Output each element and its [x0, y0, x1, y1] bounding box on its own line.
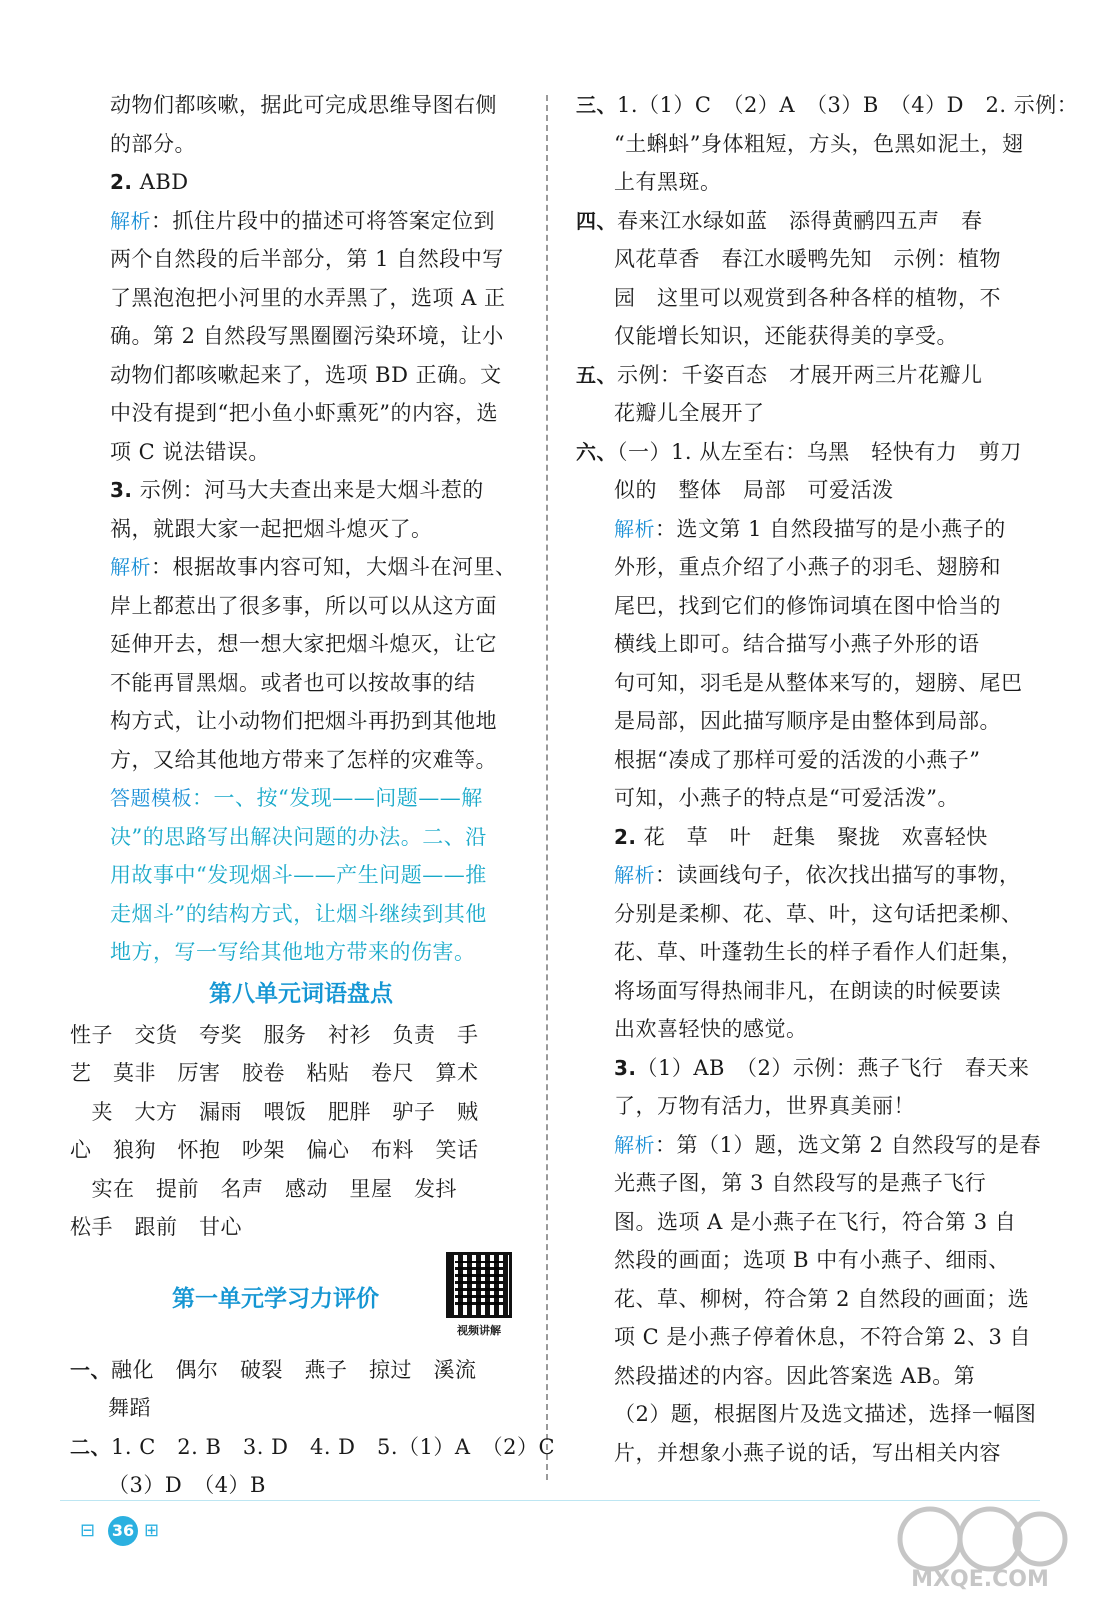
- line-text: ABD: [132, 170, 189, 194]
- line-text: 岸上都惹出了很多事，所以可以从这方面: [110, 593, 497, 618]
- text-line: [70, 125, 532, 164]
- line-text: 似的 整体 局部 可爱活泼: [614, 478, 894, 502]
- line-text: 艺 莫非 厉害 胶卷 粘贴 卷尺 算术: [70, 1061, 479, 1085]
- text-line: [576, 240, 1032, 279]
- text-line: [576, 933, 1032, 972]
- line-text: 构方式，让小动物们把烟斗再扔到其他地: [110, 709, 497, 733]
- text-line: [576, 972, 1032, 1011]
- text-line: [576, 779, 1032, 818]
- line-text: 不能再冒黑烟。或者也可以按故事的结: [110, 670, 476, 695]
- line-text: 了黑泡泡把小河里的水弄黑了，选项 A 正: [110, 285, 506, 310]
- text-line: [70, 356, 532, 395]
- question-number: 五、: [576, 362, 617, 387]
- line-text: 1. C 2. B 3. D 4. D 5.（1）A （2）C: [111, 1434, 556, 1459]
- line-text: 春来江水绿如蓝 添得黄鹂四五声 春: [617, 208, 983, 233]
- line-text: 花 草 叶 赶集 聚拢 欢喜轻快: [636, 824, 988, 849]
- line-text: 光燕子图，第 3 自然段写的是燕子飞行: [614, 1171, 987, 1195]
- question-number: 3.: [614, 1055, 637, 1080]
- line-text: ：第（1）题，选文第 2 自然段写的是春: [655, 1132, 1042, 1157]
- text-line: [576, 1434, 1032, 1473]
- line-text: 决”的思路写出解决问题的办法。二、沿: [110, 824, 487, 849]
- text-line: [70, 741, 532, 780]
- line-text: ：根据故事内容可知，大烟斗在河里、: [151, 555, 517, 579]
- line-text: 走烟斗”的结构方式，让烟斗继续到其他: [110, 901, 487, 926]
- line-text: 性子 交货 夸奖 服务 衬衫 负责 手: [70, 1022, 479, 1047]
- qr-code-icon[interactable]: [446, 1252, 512, 1318]
- line-text: ：抓住片段中的描述可将答案定位到: [151, 208, 495, 233]
- page-number: 36: [108, 1516, 138, 1546]
- question-number: 2.: [614, 824, 637, 849]
- question-number: 三、: [576, 93, 617, 117]
- line-text: 分别是柔柳、花、草、叶，这句话把柔柳、: [614, 901, 1023, 926]
- line-text: 示例：千姿百态 才展开两三片花瓣儿: [617, 362, 983, 387]
- line-text: 园 这里可以观赏到各种各样的植物，不: [614, 285, 1001, 310]
- line-text: （一）1. 从左至右：乌黑 轻快有力 剪刀: [617, 439, 1022, 464]
- line-text: 两个自然段的后半部分，第 1 自然段中写: [110, 247, 504, 271]
- line-text: 项 C 说法错误。: [110, 439, 270, 464]
- right-column: [576, 86, 1079, 1472]
- text-line: [576, 86, 1079, 125]
- line-text: 心 狼狗 怀抱 吵架 偏心 布料 笑话: [70, 1138, 479, 1162]
- text-line: [70, 1093, 532, 1132]
- text-line: [576, 202, 1032, 241]
- question-number: 二、: [70, 1434, 111, 1459]
- line-text: 夹 大方 漏雨 喂饭 肥胖 驴子 贼: [70, 1099, 479, 1124]
- text-line: [70, 317, 532, 356]
- text-line: [70, 1389, 532, 1428]
- line-text: 然段描述的内容。因此答案选 AB。第: [614, 1363, 976, 1388]
- line-text: 了，万物有活力，世界真美丽！: [614, 1094, 915, 1118]
- line-text: 上有黑斑。: [614, 170, 722, 194]
- text-line: [576, 1203, 1032, 1242]
- line-text: （2）题，根据图片及选文描述，选择一幅图: [614, 1402, 1037, 1426]
- text-line: [70, 664, 532, 703]
- text-line: [576, 856, 1032, 895]
- text-line: [576, 433, 1032, 472]
- line-text: 祸，就跟大家一起把烟斗熄灭了。: [110, 516, 433, 541]
- text-line: [70, 1428, 556, 1467]
- line-text: 用故事中“发现烟斗——产生问题——推: [110, 863, 487, 887]
- question-number: 四、: [576, 208, 617, 233]
- text-line: [576, 510, 1032, 549]
- qr-caption: 视频讲解: [457, 1324, 501, 1337]
- line-text: 实在 提前 名声 感动 里屋 发抖: [70, 1176, 457, 1201]
- text-line: [576, 895, 1032, 934]
- text-line: [70, 587, 532, 626]
- line-text: 将场面写得热闹非凡，在朗读的时候要读: [614, 978, 1001, 1003]
- text-line: [576, 1010, 1032, 1049]
- line-text: 动物们都咳嗽起来了，选项 BD 正确。文: [110, 362, 502, 387]
- line-text: ：读画线句子，依次找出描写的事物，: [655, 863, 1021, 887]
- text-line: [70, 818, 532, 857]
- line-text: （3）D （4）B: [108, 1473, 266, 1497]
- line-text: 中没有提到“把小鱼小虾熏死”的内容，选: [110, 401, 498, 425]
- line-text: 然段的画面；选项 B 中有小燕子、细雨、: [614, 1248, 1010, 1272]
- text-line: [70, 702, 532, 741]
- text-line: [576, 1049, 1032, 1088]
- line-text: 舞蹈: [108, 1396, 151, 1420]
- line-text: 图。选项 A 是小燕子在飞行，符合第 3 自: [614, 1209, 1017, 1234]
- text-line: [70, 240, 532, 279]
- line-text: 延伸开去，想一想大家把烟斗熄灭，让它: [110, 632, 497, 656]
- text-line: [70, 86, 532, 125]
- line-text: （1）AB （2）示例：燕子飞行 春天来: [636, 1055, 1030, 1080]
- watermark-logo: [890, 1494, 1070, 1594]
- text-line: [576, 1318, 1032, 1357]
- text-line: [70, 1054, 532, 1093]
- line-text: 花瓣儿全展开了: [614, 401, 765, 425]
- text-line: [576, 1280, 1032, 1319]
- line-text: 项 C 是小燕子停着休息，不符合第 2、3 自: [614, 1325, 1031, 1349]
- text-line: [576, 625, 1032, 664]
- line-text: 1.（1）C （2）A （3）B （4）D 2. 示例：: [617, 93, 1079, 117]
- line-text: 地方，写一写给其他地方带来的伤害。: [110, 940, 476, 964]
- text-line: [70, 548, 532, 587]
- line-text: 方，又给其他地方带来了怎样的灾难等。: [110, 747, 497, 772]
- text-line: [576, 1126, 1042, 1165]
- text-line: [70, 202, 532, 241]
- text-line: [576, 1241, 1032, 1280]
- text-line: [70, 1170, 532, 1209]
- text-line: [70, 895, 532, 934]
- line-text: 花、草、柳树，符合第 2 自然段的画面；选: [614, 1286, 1030, 1311]
- text-line: [576, 818, 1032, 857]
- analysis-tag: 答题模板: [110, 786, 192, 810]
- line-text: 示例：河马大夫查出来是大烟斗惹的: [132, 478, 484, 502]
- line-text: ：选文第 1 自然段描写的是小燕子的: [655, 516, 1006, 541]
- text-line: [576, 548, 1032, 587]
- page-decoration-icon: ⊟: [80, 1520, 96, 1541]
- text-line: [70, 856, 532, 895]
- text-line: [576, 356, 1032, 395]
- text-line: [576, 1164, 1032, 1203]
- analysis-tag: 解析: [614, 863, 655, 887]
- line-text: 句可知，羽毛是从整体来写的，翅膀、尾巴: [614, 670, 1023, 695]
- text-line: [576, 1087, 1032, 1126]
- line-text: 确。第 2 自然段写黑圈圈污染环境，让小: [110, 324, 504, 348]
- text-line: [70, 933, 532, 972]
- text-line: [70, 1131, 532, 1170]
- line-text: ：一、按“发现——问题——解: [192, 786, 483, 810]
- text-line: [70, 279, 532, 318]
- text-line: [576, 741, 1032, 780]
- question-number: 六、: [576, 439, 617, 464]
- line-text: 动物们都咳嗽，据此可完成思维导图右侧: [110, 93, 497, 117]
- analysis-tag: 解析: [614, 516, 655, 541]
- text-line: [576, 587, 1032, 626]
- text-line: [70, 163, 532, 202]
- text-line: [576, 317, 1032, 356]
- line-text: “土蝌蚪”身体粗短，方头，色黑如泥土，翅: [614, 131, 1024, 156]
- analysis-tag: 解析: [614, 1132, 655, 1157]
- line-text: 出欢喜轻快的感觉。: [614, 1017, 808, 1041]
- text-line: [576, 279, 1032, 318]
- page-decoration-icon: ⊞: [144, 1520, 160, 1541]
- text-line: [576, 1357, 1032, 1396]
- question-number: 3.: [110, 478, 133, 502]
- text-line: [576, 664, 1032, 703]
- text-line: [576, 125, 1032, 164]
- text-line: [70, 1351, 532, 1390]
- line-text: 松手 跟前 甘心: [70, 1215, 242, 1239]
- line-text: 融化 偶尔 破裂 燕子 掠过 溪流: [111, 1357, 477, 1382]
- watermark-text: MXQE.COM: [911, 1567, 1049, 1592]
- line-text: 尾巴，找到它们的修饰词填在图中恰当的: [614, 593, 1001, 618]
- text-line: [576, 163, 1032, 202]
- section-heading: 第八单元词语盘点: [209, 980, 393, 1007]
- text-line: [576, 1395, 1037, 1434]
- question-number: 2.: [110, 170, 133, 194]
- text-line: [576, 394, 1032, 433]
- analysis-tag: 解析: [110, 555, 151, 579]
- line-text: 根据“凑成了那样可爱的活泼的小燕子”: [614, 747, 981, 772]
- line-text: 片，并想象小燕子说的话，写出相关内容: [614, 1440, 1001, 1465]
- text-line: [70, 471, 532, 510]
- column-divider: [546, 95, 548, 1480]
- line-text: 风花草香 春江水暖鸭先知 示例：植物: [614, 247, 1001, 271]
- text-line: [70, 779, 532, 818]
- line-text: 是局部，因此描写顺序是由整体到局部。: [614, 709, 1001, 733]
- question-number: 一、: [70, 1357, 111, 1382]
- line-text: 横线上即可。结合描写小燕子外形的语: [614, 632, 980, 656]
- analysis-tag: 解析: [110, 208, 151, 233]
- text-line: [576, 702, 1032, 741]
- text-line: [70, 625, 532, 664]
- section-heading: 第一单元学习力评价: [172, 1285, 379, 1312]
- text-line: [70, 394, 532, 433]
- text-line: [70, 1016, 532, 1055]
- line-text: 仅能增长知识，还能获得美的享受。: [614, 324, 958, 348]
- text-line: [70, 1208, 532, 1247]
- text-line: [70, 510, 532, 549]
- line-text: 可知，小燕子的特点是“可爱活泼”。: [614, 786, 959, 810]
- line-text: 外形，重点介绍了小燕子的羽毛、翅膀和: [614, 555, 1001, 579]
- line-text: 花、草、叶蓬勃生长的样子看作人们赶集，: [614, 940, 1023, 964]
- line-text: 的部分。: [110, 131, 196, 156]
- text-line: [70, 1466, 532, 1505]
- text-line: [576, 471, 1032, 510]
- text-line: [70, 433, 532, 472]
